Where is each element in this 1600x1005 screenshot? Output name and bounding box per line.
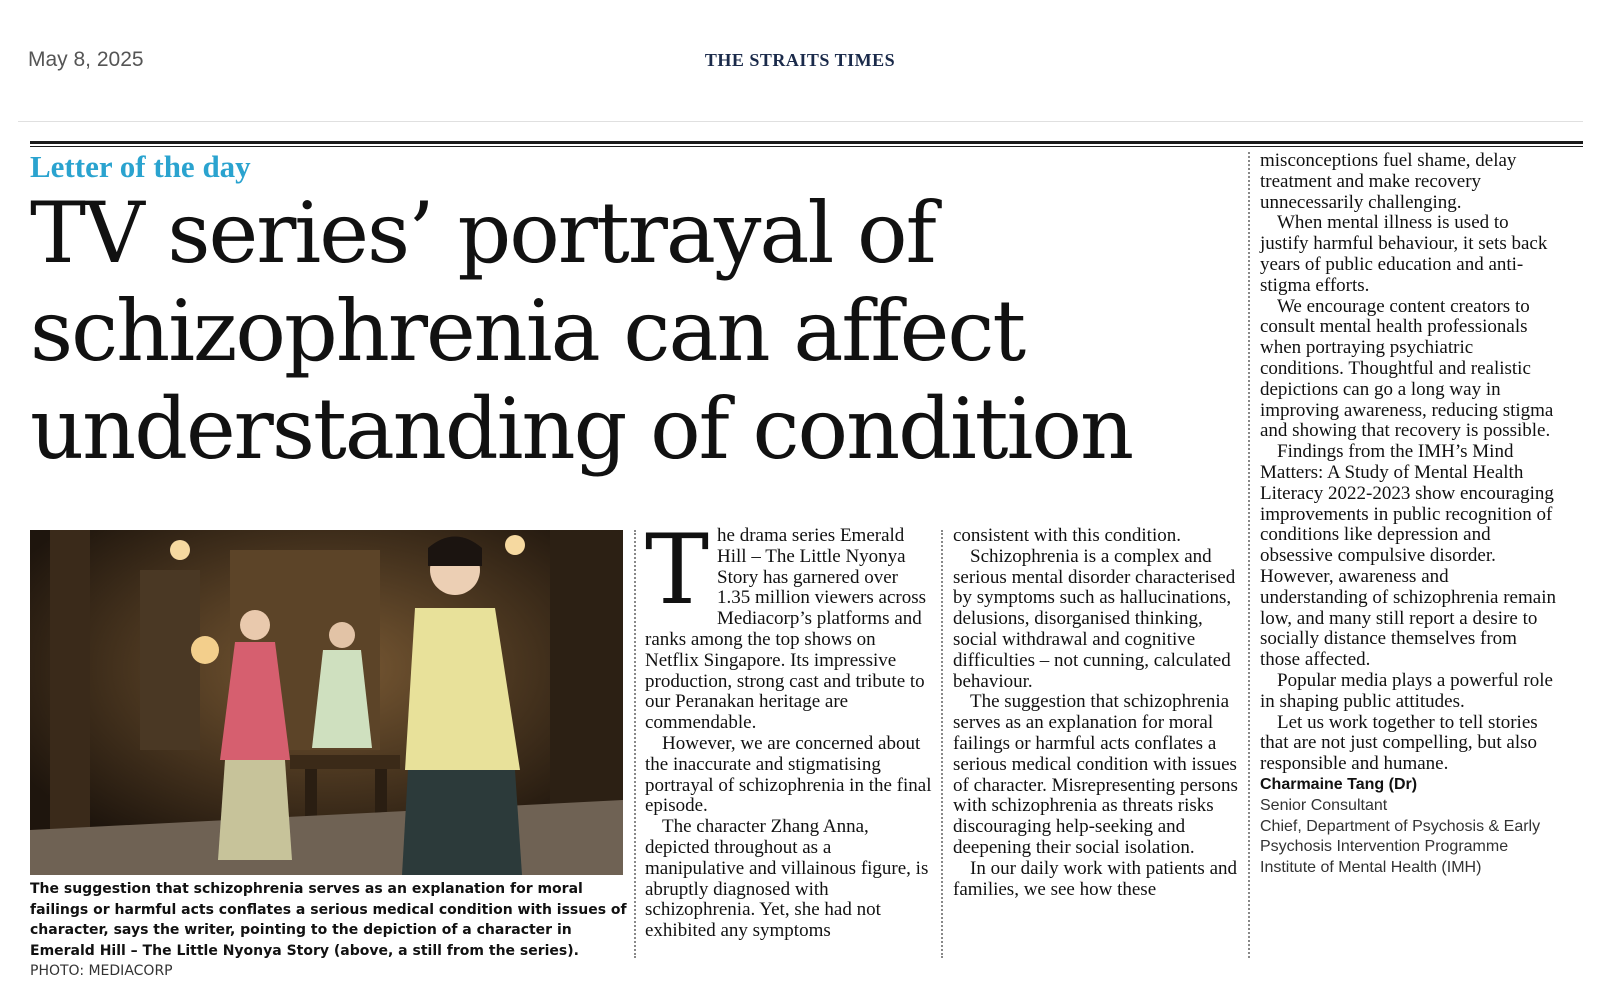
paragraph: misconceptions fuel shame, delay treatment and make recovery unnecessarily challenging. bbox=[1260, 150, 1517, 213]
paragraph: The character Zhang Anna, depicted throughout as a manipulative and villainous figure, is abruptly diagnosed with schizophrenia. Yet, she had not exhibited any symptoms bbox=[645, 816, 929, 942]
paragraph: Findings from the IMH’s Mind Matters: A Study of Mental Health Literacy 2022-2023 show encouraging improvements in public recognition of conditions like depression and obsessive compulsive disorder. However, awareness and understanding of schizophrenia remain low, and many still report a desire to socially distance themselves from those affected. bbox=[1260, 441, 1556, 671]
paragraph: consistent with this condition. bbox=[953, 525, 1181, 546]
masthead-logo: THE STRAITS TIMES bbox=[704, 50, 896, 70]
column-divider bbox=[634, 530, 636, 958]
author-name: Charmaine Tang (Dr) bbox=[1260, 775, 1418, 793]
paragraph: In our daily work with patients and families, we see how these bbox=[953, 857, 1238, 900]
paragraph: The suggestion that schizophrenia serves as an explanation for moral failings or harmful acts conflates a serious medical condition with issues of character. Misrepresenting persons with schizophrenia as threats risks discouraging help-seeking and deepening their social isolation. bbox=[953, 691, 1238, 858]
body-column-3 bbox=[1260, 151, 1560, 879]
paragraph: Let us work together to tell stories that are not just compelling, but also responsible and humane. bbox=[1260, 711, 1538, 775]
author-department: Chief, Department of Psychosis & Early Psychosis Intervention Programme bbox=[1260, 817, 1541, 856]
paragraph: However, we are concerned about the inaccurate and stigmatising portrayal of schizophrenia in the final episode. bbox=[645, 732, 932, 817]
paragraph: We encourage content creators to consult mental health professionals when portraying psychiatric conditions. Thoughtful and realistic depictions can go a long way in improving awareness, reducing stigma and showing that recovery is possible. bbox=[1260, 295, 1554, 442]
header-rule-thick bbox=[30, 141, 1583, 144]
author-title: Senior Consultant bbox=[1260, 796, 1388, 814]
photo-illustration bbox=[30, 530, 623, 875]
article-photo bbox=[30, 530, 623, 875]
caption-text: The suggestion that schizophrenia serves as an explanation for moral failings or harmful acts conflates a serious medical condition with issues of character, says the writer, pointing to the depiction of a character in Emerald Hill – The Little Nyonya Story (above, a still from the series). bbox=[30, 881, 627, 959]
header-rule-thin bbox=[30, 146, 1583, 147]
column-divider bbox=[941, 530, 943, 958]
paragraph: Schizophrenia is a complex and serious mental disorder characterised by symptoms such as hallucinations, delusions, disorganised thinking, social withdrawal and cognitive difficulties – not cunning, calculated behaviour. bbox=[953, 545, 1236, 692]
top-divider bbox=[18, 121, 1583, 122]
drop-cap: T bbox=[645, 514, 710, 626]
paragraph-text: he drama series Emerald Hill – The Little Nyonya Story has garnered over 1.35 million viewers across Mediacorp’s platforms and ranks among the top shows on Netflix Singapore. Its impressive production, strong cast and tribute to our Peranakan heritage are commendable. bbox=[645, 525, 926, 734]
paragraph bbox=[645, 514, 933, 734]
paragraph: When mental illness is used to justify harmful behaviour, it sets back years of public education and anti-stigma efforts. bbox=[1260, 212, 1548, 296]
section-kicker: Letter of the day bbox=[30, 149, 251, 184]
body-column-2 bbox=[953, 526, 1241, 900]
paragraph: Popular media plays a powerful role in shaping public attitudes. bbox=[1260, 669, 1553, 712]
body-column-1 bbox=[645, 514, 933, 942]
headline: TV series’ portrayal of schizophrenia can affect understanding of condition bbox=[30, 184, 1133, 478]
author-institute: Institute of Mental Health (IMH) bbox=[1260, 859, 1482, 877]
publication-date: May 8, 2025 bbox=[28, 48, 144, 71]
photo-caption bbox=[30, 879, 628, 982]
column-divider bbox=[1248, 152, 1250, 958]
photo-credit: PHOTO: MEDIACORP bbox=[30, 963, 173, 979]
